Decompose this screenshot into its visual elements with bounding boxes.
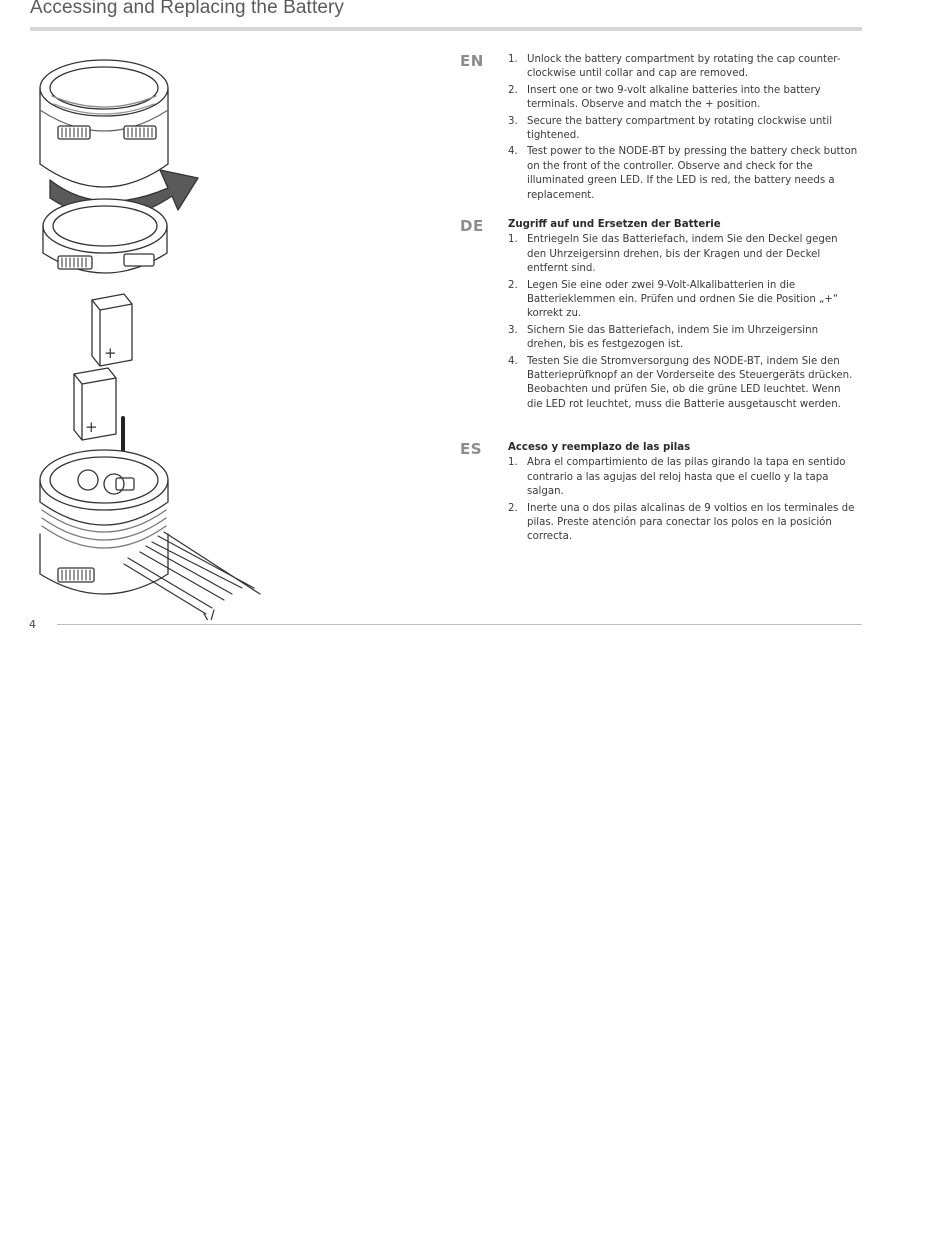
- instructions-de: [508, 218, 858, 414]
- wire-leads: [124, 532, 260, 620]
- list-item: [508, 502, 858, 545]
- instructions-en: [508, 53, 858, 205]
- step-text: Testen Sie die Stromversorgung des NODE-BT, indem Sie den Batterieprüfknopf an der Vorderseite des Steuergeräts drücken. Beobachten und prüfen Sie, ob die grüne LED leuchtet. Wenn die LED rot leuchtet, muss die Batterie ausgetauscht werden.: [527, 355, 853, 410]
- step-text: Insert one or two 9-volt alkaline batteries into the battery terminals. Observe and match the + position.: [527, 84, 821, 111]
- step-number: 3.: [508, 115, 518, 127]
- step-number: 2.: [508, 502, 518, 514]
- collar-part: [40, 60, 168, 187]
- battery-plus-label: +: [85, 418, 98, 436]
- step-text: Unlock the battery compartment by rotating the cap counter-clockwise until collar and cap are removed.: [527, 54, 841, 80]
- battery-icon: [92, 294, 132, 366]
- step-number: 2.: [508, 279, 518, 291]
- step-number: 1.: [508, 457, 518, 469]
- list-item: [508, 456, 858, 499]
- step-number: 1.: [508, 54, 518, 65]
- step-number: 4.: [508, 355, 518, 367]
- step-text: Secure the battery compartment by rotating clockwise until tightened.: [527, 115, 833, 142]
- footer-divider: [57, 624, 862, 625]
- page-number: 4: [29, 618, 36, 631]
- list-item: [508, 145, 858, 203]
- list-item: [508, 53, 858, 82]
- step-number: 3.: [508, 324, 518, 336]
- step-number: 1.: [508, 234, 518, 246]
- list-item: [508, 233, 858, 276]
- language-code-en: EN: [460, 52, 484, 70]
- step-text: Sichern Sie das Batteriefach, indem Sie im Uhrzeigersinn drehen, bis es festgezogen ist.: [527, 324, 819, 351]
- language-code-de: DE: [460, 217, 484, 235]
- list-item: [508, 84, 858, 113]
- step-text: Entriegeln Sie das Batteriefach, indem Sie den Deckel gegen den Uhrzeigersinn drehen, bis der Kragen und der Deckel entfernt sind.: [527, 234, 838, 275]
- instructions-es: [508, 441, 858, 547]
- step-text: Abra el compartimiento de las pilas girando la tapa en sentido contrario a las agujas del reloj hasta que el cuello y la tapa salgan.: [527, 457, 846, 498]
- page-title: Accessing and Replacing the Battery: [30, 0, 345, 18]
- language-code-es: ES: [460, 440, 483, 458]
- battery-replacement-illustration: [28, 48, 280, 620]
- step-number: 2.: [508, 84, 518, 96]
- list-item: [508, 355, 858, 413]
- battery-plus-label: +: [104, 344, 117, 362]
- step-number: 4.: [508, 146, 518, 158]
- battery-icon: [74, 368, 116, 440]
- step-text: Legen Sie eine oder zwei 9-Volt-Alkalibatterien in die Batterieklemmen ein. Prüfen und ordnen Sie die Position „+“ korrekt zu.: [527, 279, 839, 320]
- step-text: Test power to the NODE-BT by pressing the battery check button on the front of the controller. Observe and check for the illuminated green LED. If the LED is red, the battery needs a replacement.: [527, 146, 858, 201]
- list-item: [508, 115, 858, 144]
- list-item: [508, 279, 858, 322]
- title-divider: [30, 27, 862, 31]
- step-text: Inerte una o dos pilas alcalinas de 9 voltios en los terminales de pilas. Preste atención para conectar los polos en la posición correcta.: [527, 502, 855, 543]
- base-housing: [40, 450, 168, 594]
- section-heading: Zugriff auf und Ersetzen der Batterie: [508, 219, 721, 230]
- list-item: [508, 324, 858, 353]
- section-heading: Acceso y reemplazo de las pilas: [508, 442, 691, 453]
- cap-part: [43, 199, 167, 273]
